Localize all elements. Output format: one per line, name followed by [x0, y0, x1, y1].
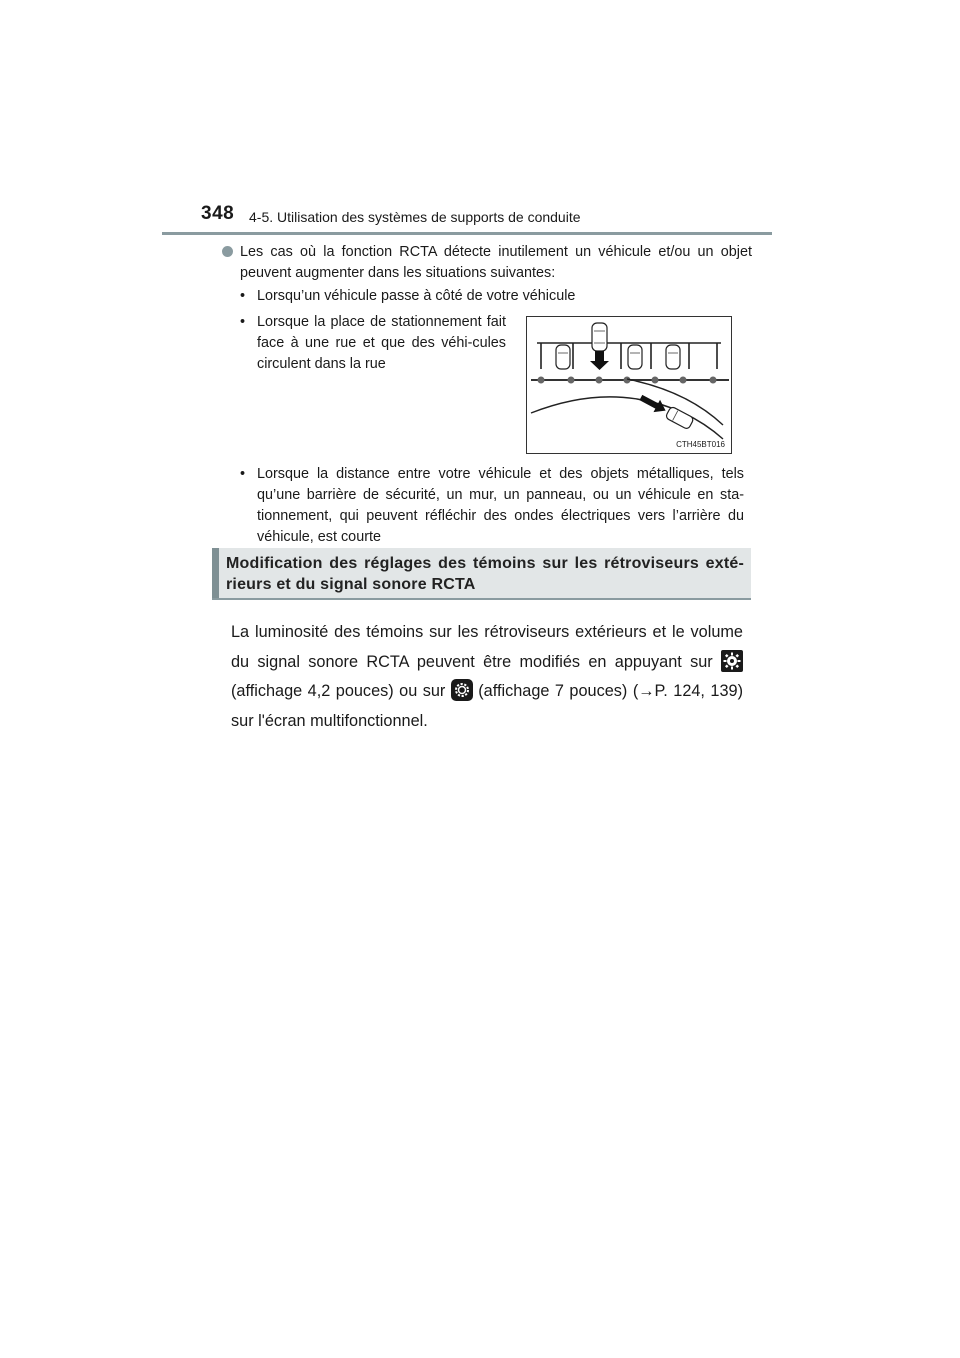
- sub-item-metal-objects: [240, 464, 744, 548]
- bullet-dot-icon: [222, 246, 233, 257]
- body-text-part1: La luminosité des témoins sur les rétroviseurs extérieurs et le volume du signal sonore RCTA peuvent être modifiés en appuyant sur: [231, 623, 743, 671]
- sub-item-text: Lorsqu’un véhicule passe à côté de votre véhicule: [257, 288, 576, 304]
- chapter-title: 4-5. Utilisation des systèmes de supports de conduite: [249, 209, 581, 225]
- sub-item-mark: •: [240, 466, 246, 482]
- page-number: 348: [201, 203, 235, 224]
- section-heading-text: Modification des réglages des témoins sur les rétroviseurs exté-rieurs et du signal sonore RCTA: [226, 555, 744, 593]
- figure-code: CTH45BT016: [676, 440, 725, 449]
- sub-item-mark: •: [240, 314, 246, 330]
- bullet-item: [222, 242, 752, 284]
- body-paragraph: [231, 618, 743, 736]
- sub-item-text: Lorsque la distance entre votre véhicule et des objets métalliques, tels qu’une barrière de sécurité, un mur, un panneau, ou un véhicule en sta-tionnement, qui peuvent réfléchir des ondes électriques vers l’arrière du véhicule, est courte: [257, 466, 744, 545]
- sub-item-passing-vehicle: [240, 286, 740, 307]
- settings-gear-icon: [721, 650, 743, 672]
- header-rule: [162, 232, 772, 235]
- body-text-part2: (affichage 4,2 pouces) ou sur: [231, 682, 451, 700]
- settings-gear-rounded-icon: [451, 679, 473, 701]
- bullet-text: Les cas où la fonction RCTA détecte inutilement un véhicule et/ou un objet peuvent augmenter dans les situations suivantes:: [240, 244, 752, 281]
- body-text-part3: (affichage 7 pouces) (→P. 124, 139) sur l'écran multifonctionnel.: [231, 682, 743, 730]
- sub-item-parking-street: [240, 312, 506, 375]
- parking-diagram: [527, 317, 731, 453]
- sub-item-mark: •: [240, 288, 246, 304]
- sub-item-text: Lorsque la place de stationnement fait face à une rue et que des véhi-cules circulent dans la rue: [257, 314, 506, 372]
- parking-illustration: [526, 316, 732, 454]
- section-heading: [212, 548, 751, 600]
- section-heading-bar: [212, 548, 219, 598]
